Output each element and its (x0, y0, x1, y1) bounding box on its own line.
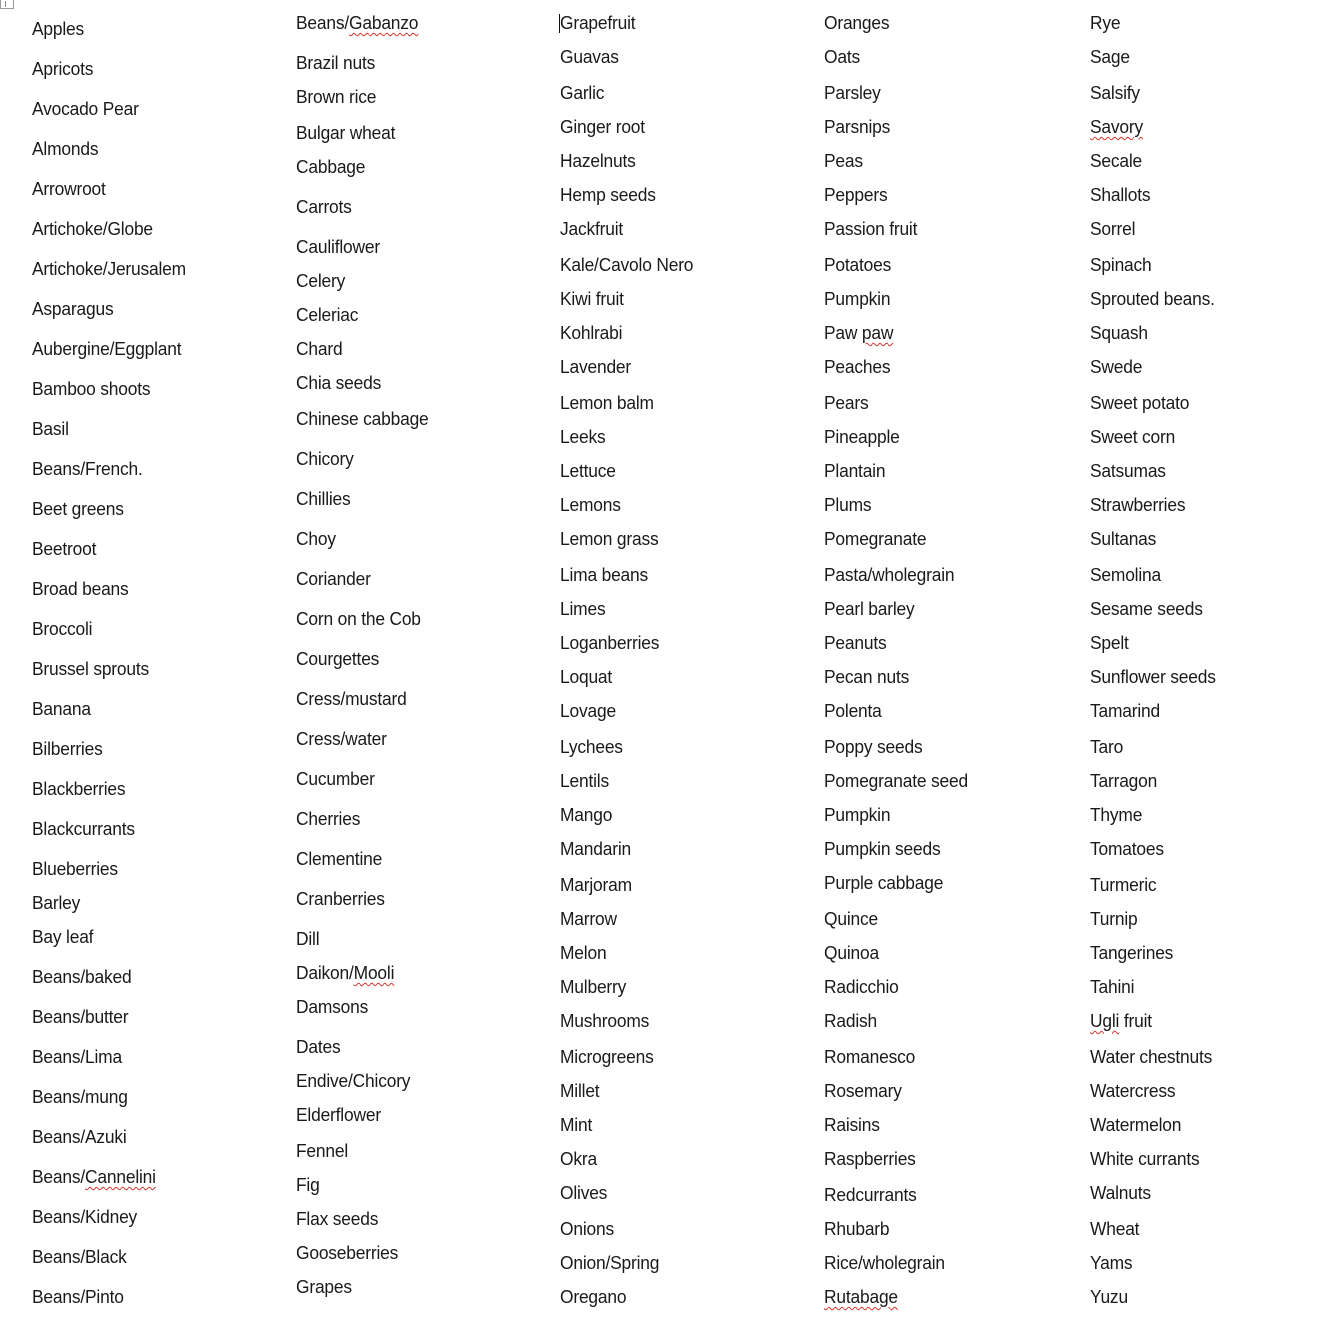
list-item-coriander: Coriander (296, 568, 371, 589)
list-item-clementine: Clementine (296, 848, 383, 869)
list-item-beans-pinto: Beans/Pinto (32, 1286, 124, 1307)
list-item-beans-butter: Beans/butter (32, 1006, 129, 1027)
list-item-lemon-grass: Lemon grass (560, 528, 659, 549)
list-item-sweet-potato: Sweet potato (1090, 392, 1190, 413)
list-item-corn-on-the-cob: Corn on the Cob (296, 608, 421, 629)
list-item-lemons: Lemons (560, 494, 621, 515)
list-item-melon: Melon (560, 942, 607, 963)
list-item-leeks: Leeks (560, 426, 606, 447)
list-item-mulberry: Mulberry (560, 976, 627, 997)
list-item-sunflower-seeds: Sunflower seeds (1090, 666, 1216, 687)
list-item-sweet-corn: Sweet corn (1090, 426, 1176, 447)
list-item-mint: Mint (560, 1114, 593, 1135)
list-item-kohlrabi: Kohlrabi (560, 322, 623, 343)
list-item-pumpkin-seeds: Pumpkin seeds (824, 838, 941, 859)
list-item-lychees: Lychees (560, 736, 623, 757)
list-item-polenta: Polenta (824, 700, 882, 721)
list-item-chia-seeds: Chia seeds (296, 372, 382, 393)
list-item-brazil-nuts: Brazil nuts (296, 52, 376, 73)
list-item-cabbage: Cabbage (296, 156, 366, 177)
list-item-watercress: Watercress (1090, 1080, 1176, 1101)
spelling-error-underline: paw (861, 322, 894, 343)
list-item-bamboo-shoots: Bamboo shoots (32, 378, 151, 399)
list-item-banana: Banana (32, 698, 91, 719)
list-item-watermelon: Watermelon (1090, 1114, 1182, 1135)
list-item-avocado-pear: Avocado Pear (32, 98, 139, 119)
list-item-radicchio: Radicchio (824, 976, 899, 997)
food-column-3 (560, 0, 795, 1332)
list-item-tahini: Tahini (1090, 976, 1135, 997)
list-item-grapefruit: Grapefruit (560, 12, 636, 33)
list-item-peppers: Peppers (824, 184, 888, 205)
food-column-4 (824, 0, 1059, 1332)
list-item-yams: Yams (1090, 1252, 1133, 1273)
list-item-blackcurrants: Blackcurrants (32, 818, 135, 839)
list-item-pears: Pears (824, 392, 869, 413)
list-item-strawberries: Strawberries (1090, 494, 1186, 515)
list-item-spelt: Spelt (1090, 632, 1129, 653)
food-column-2 (296, 0, 531, 1332)
list-item-yuzu: Yuzu (1090, 1286, 1128, 1307)
list-item-chard: Chard (296, 338, 343, 359)
list-item-sultanas: Sultanas (1090, 528, 1157, 549)
list-item-lovage: Lovage (560, 700, 616, 721)
list-item-broad-beans: Broad beans (32, 578, 129, 599)
list-item-bay-leaf: Bay leaf (32, 926, 94, 947)
list-item-passion-fruit: Passion fruit (824, 218, 918, 239)
list-item-wheat: Wheat (1090, 1218, 1140, 1239)
list-item-limes: Limes (560, 598, 606, 619)
list-item-blackberries: Blackberries (32, 778, 126, 799)
list-item-beans-cannelini: Beans/Cannelini (32, 1166, 156, 1187)
list-item-radish: Radish (824, 1010, 878, 1031)
list-item-semolina: Semolina (1090, 564, 1161, 585)
list-item-mandarin: Mandarin (560, 838, 631, 859)
list-item-chillies: Chillies (296, 488, 351, 509)
list-item-rhubarb: Rhubarb (824, 1218, 890, 1239)
list-item-okra: Okra (560, 1148, 597, 1169)
list-item-peanuts: Peanuts (824, 632, 887, 653)
list-item-beet-greens: Beet greens (32, 498, 124, 519)
list-item-chicory: Chicory (296, 448, 354, 469)
list-item-barley: Barley (32, 892, 81, 913)
list-item-aubergine-eggplant: Aubergine/Eggplant (32, 338, 182, 359)
list-item-white-currants: White currants (1090, 1148, 1200, 1169)
list-item-hemp-seeds: Hemp seeds (560, 184, 656, 205)
list-item-artichoke-globe: Artichoke/Globe (32, 218, 153, 239)
list-item-courgettes: Courgettes (296, 648, 380, 669)
list-item-quinoa: Quinoa (824, 942, 879, 963)
list-item-secale: Secale (1090, 150, 1143, 171)
list-item-peas: Peas (824, 150, 863, 171)
list-item-lentils: Lentils (560, 770, 609, 791)
list-item-rosemary: Rosemary (824, 1080, 902, 1101)
list-item-almonds: Almonds (32, 138, 99, 159)
list-item-ginger-root: Ginger root (560, 116, 645, 137)
list-item-salsify: Salsify (1090, 82, 1140, 103)
list-item-cress-mustard: Cress/mustard (296, 688, 407, 709)
list-item-carrots: Carrots (296, 196, 352, 217)
list-item-tangerines: Tangerines (1090, 942, 1174, 963)
list-item-potatoes: Potatoes (824, 254, 892, 275)
list-item-cauliflower: Cauliflower (296, 236, 380, 257)
list-item-swede: Swede (1090, 356, 1143, 377)
list-item-broccoli: Broccoli (32, 618, 93, 639)
list-item-rye: Rye (1090, 12, 1121, 33)
list-item-basil: Basil (32, 418, 69, 439)
list-item-grapes: Grapes (296, 1276, 352, 1297)
list-item-thyme: Thyme (1090, 804, 1143, 825)
list-item-ugli-fruit: Ugli fruit (1090, 1010, 1152, 1031)
list-item-beans-baked: Beans/baked (32, 966, 132, 987)
list-item-gooseberries: Gooseberries (296, 1242, 399, 1263)
list-item-damsons: Damsons (296, 996, 369, 1017)
food-column-5 (1090, 0, 1325, 1332)
list-item-cranberries: Cranberries (296, 888, 385, 909)
list-item-brussel-sprouts: Brussel sprouts (32, 658, 150, 679)
list-item-oregano: Oregano (560, 1286, 627, 1307)
list-item-pumpkin: Pumpkin (824, 804, 891, 825)
spelling-error-underline: Mooli (353, 962, 395, 983)
list-item-beetroot: Beetroot (32, 538, 97, 559)
list-item-millet: Millet (560, 1080, 600, 1101)
list-item-chinese-cabbage: Chinese cabbage (296, 408, 429, 429)
list-item-garlic: Garlic (560, 82, 605, 103)
list-item-oranges: Oranges (824, 12, 890, 33)
list-item-apricots: Apricots (32, 58, 94, 79)
text-cursor (559, 14, 560, 33)
list-item-water-chestnuts: Water chestnuts (1090, 1046, 1213, 1067)
list-item-pasta-wholegrain: Pasta/wholegrain (824, 564, 955, 585)
spelling-error-underline: Ugli (1090, 1010, 1120, 1031)
list-item-flax-seeds: Flax seeds (296, 1208, 379, 1229)
list-item-raisins: Raisins (824, 1114, 880, 1135)
list-item-taro: Taro (1090, 736, 1124, 757)
list-item-parsnips: Parsnips (824, 116, 891, 137)
list-item-rice-wholegrain: Rice/wholegrain (824, 1252, 945, 1273)
list-item-dill: Dill (296, 928, 320, 949)
list-item-beans-gabanzo: Beans/Gabanzo (296, 12, 419, 33)
list-item-beans-lima: Beans/Lima (32, 1046, 122, 1067)
list-item-lemon-balm: Lemon balm (560, 392, 654, 413)
list-item-celery: Celery (296, 270, 346, 291)
list-item-fennel: Fennel (296, 1140, 349, 1161)
list-item-endive-chicory: Endive/Chicory (296, 1070, 411, 1091)
spelling-error-underline: Rutabage (824, 1286, 898, 1307)
list-item-beans-kidney: Beans/Kidney (32, 1206, 138, 1227)
list-item-microgreens: Microgreens (560, 1046, 654, 1067)
list-item-cress-water: Cress/water (296, 728, 387, 749)
food-column-1 (32, 0, 267, 1332)
list-item-purple-cabbage: Purple cabbage (824, 872, 944, 893)
table-anchor-icon[interactable] (0, 0, 14, 9)
list-item-beans-black: Beans/Black (32, 1246, 127, 1267)
list-item-sprouted-beans: Sprouted beans. (1090, 288, 1215, 309)
list-item-lima-beans: Lima beans (560, 564, 649, 585)
list-item-tomatoes: Tomatoes (1090, 838, 1164, 859)
list-item-beans-french: Beans/French. (32, 458, 143, 479)
list-item-tarragon: Tarragon (1090, 770, 1158, 791)
list-item-quince: Quince (824, 908, 878, 929)
list-item-mushrooms: Mushrooms (560, 1010, 650, 1031)
list-item-pomegranate-seed: Pomegranate seed (824, 770, 968, 791)
list-item-asparagus: Asparagus (32, 298, 114, 319)
list-item-brown-rice: Brown rice (296, 86, 377, 107)
list-item-raspberries: Raspberries (824, 1148, 916, 1169)
list-item-cherries: Cherries (296, 808, 361, 829)
list-item-jackfruit: Jackfruit (560, 218, 624, 239)
list-item-walnuts: Walnuts (1090, 1182, 1151, 1203)
list-item-choy: Choy (296, 528, 336, 549)
list-item-blueberries: Blueberries (32, 858, 118, 879)
list-item-savory (1090, 116, 1143, 138)
list-item-oats: Oats (824, 46, 860, 67)
list-item-sorrel: Sorrel (1090, 218, 1136, 239)
list-item-lavender: Lavender (560, 356, 632, 377)
list-item-olives: Olives (560, 1182, 608, 1203)
list-item-turmeric: Turmeric (1090, 874, 1157, 895)
list-item-parsley: Parsley (824, 82, 881, 103)
list-item-poppy-seeds: Poppy seeds (824, 736, 923, 757)
list-item-tamarind: Tamarind (1090, 700, 1161, 721)
list-item-plantain: Plantain (824, 460, 886, 481)
list-item-shallots: Shallots (1090, 184, 1151, 205)
list-item-lettuce: Lettuce (560, 460, 616, 481)
list-item-spinach: Spinach (1090, 254, 1152, 275)
list-item-loquat: Loquat (560, 666, 613, 687)
list-item-sage: Sage (1090, 46, 1130, 67)
list-item-redcurrants: Redcurrants (824, 1184, 917, 1205)
list-item-daikon-mooli: Daikon/Mooli (296, 962, 395, 983)
list-item-sesame-seeds: Sesame seeds (1090, 598, 1203, 619)
list-item-beans-mung: Beans/mung (32, 1086, 128, 1107)
spelling-error-underline: Savory (1090, 116, 1144, 137)
list-item-mango: Mango (560, 804, 613, 825)
list-item-rutabage (824, 1286, 898, 1308)
list-item-elderflower: Elderflower (296, 1104, 381, 1125)
list-item-kiwi-fruit: Kiwi fruit (560, 288, 624, 309)
spelling-error-underline: Cannelini (85, 1166, 156, 1187)
list-item-loganberries: Loganberries (560, 632, 660, 653)
list-item-cucumber: Cucumber (296, 768, 375, 789)
spelling-error-underline: Gabanzo (349, 12, 419, 33)
list-item-pomegranate: Pomegranate (824, 528, 927, 549)
list-item-celeriac: Celeriac (296, 304, 359, 325)
list-item-onions: Onions (560, 1218, 614, 1239)
list-item-satsumas: Satsumas (1090, 460, 1166, 481)
list-item-fig: Fig (296, 1174, 320, 1195)
list-item-kale-cavolo-nero: Kale/Cavolo Nero (560, 254, 694, 275)
list-item-arrowroot: Arrowroot (32, 178, 106, 199)
list-item-beans-azuki: Beans/Azuki (32, 1126, 127, 1147)
list-item-plums: Plums (824, 494, 872, 515)
list-item-bulgar-wheat: Bulgar wheat (296, 122, 396, 143)
list-item-turnip: Turnip (1090, 908, 1138, 929)
list-item-artichoke-jerusalem: Artichoke/Jerusalem (32, 258, 186, 279)
list-item-pumpkin: Pumpkin (824, 288, 891, 309)
list-item-apples: Apples (32, 18, 85, 39)
list-item-hazelnuts: Hazelnuts (560, 150, 636, 171)
list-item-romanesco: Romanesco (824, 1046, 916, 1067)
list-item-marjoram: Marjoram (560, 874, 632, 895)
list-item-pearl-barley: Pearl barley (824, 598, 915, 619)
list-item-guavas: Guavas (560, 46, 619, 67)
list-item-marrow: Marrow (560, 908, 617, 929)
list-item-onion-spring: Onion/Spring (560, 1252, 660, 1273)
list-item-paw-paw: Paw paw (824, 322, 894, 343)
list-item-squash: Squash (1090, 322, 1148, 343)
list-item-pineapple: Pineapple (824, 426, 900, 447)
list-item-bilberries: Bilberries (32, 738, 103, 759)
list-item-dates: Dates (296, 1036, 341, 1057)
list-item-pecan-nuts: Pecan nuts (824, 666, 910, 687)
list-item-peaches: Peaches (824, 356, 891, 377)
